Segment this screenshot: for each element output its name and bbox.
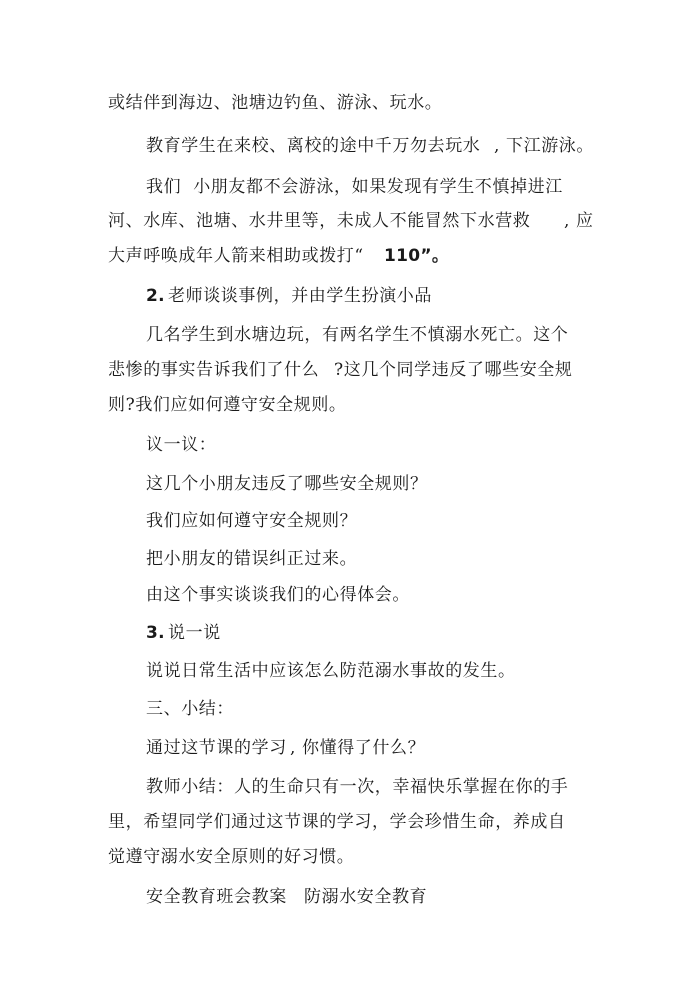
text-line-7: 几名学生到水塘边玩，有两名学生不慎溺水死亡。这个 [146,325,569,345]
text-line-18a: 通过这节课的学习 [146,738,287,758]
text-line-19: 教师小结：人的生命只有一次，幸福快乐掌握在你的手 [146,777,569,797]
text-line-12: 我们应如何遵守安全规则？ [146,511,358,531]
text-line-5a: 大声呼唤成年人箭来相助或拨打“ [108,246,370,266]
footer-title-a: 安全教育班会教案 [146,887,287,907]
text-line-5b: 110”。 [384,246,450,266]
text-line-4a: 河、水库、池塘、水井里等，未成人不能冒然下水营救 [108,211,531,231]
text-line-10: 议一议： [146,435,217,455]
text-line-13: 把小朋友的错误纠正过来。 [146,549,358,569]
text-line-4b: , 应 [564,211,594,231]
text-line-21: 觉遵守溺水安全原则的好习惯。 [108,847,355,867]
section-number-3: 3. [146,623,165,643]
footer-title-b: 防溺水安全教育 [304,887,428,907]
section-heading-3: 说一说 [168,623,221,643]
text-line-1: 或结伴到海边、池塘边钓鱼、游泳、玩水。 [108,93,443,113]
text-line-2b: , 下江游泳。 [494,136,595,156]
text-line-18b: , 你懂得了什么？ [290,738,426,758]
text-line-2a: 教育学生在来校、离校的途中千万勿去玩水 [146,136,487,156]
text-line-11: 这几个小朋友违反了哪些安全规则？ [146,474,428,494]
text-line-16: 说说日常生活中应该怎么防范溺水事故的发生。 [146,661,516,681]
text-line-14: 由这个事实谈谈我们的心得体会。 [146,585,410,605]
text-line-9: 则?我们应如何遵守安全规则。 [108,395,347,415]
text-line-8b: ?这几个同学违反了哪些安全规 [334,360,573,380]
section-number-2: 2. [146,286,165,306]
text-line-20: 里，希望同学们通过这节课的学习，学会珍惜生命，养成自 [108,812,566,832]
text-line-3: 我们 小朋友都不会游泳，如果发现有学生不慎掉进江 [146,177,563,197]
section-heading-2: 老师谈谈事例，并由学生扮演小品 [168,286,432,306]
section-heading-summary: 三、小结： [146,699,234,719]
text-line-8a: 悲惨的事实告诉我们了什么 [108,360,320,380]
